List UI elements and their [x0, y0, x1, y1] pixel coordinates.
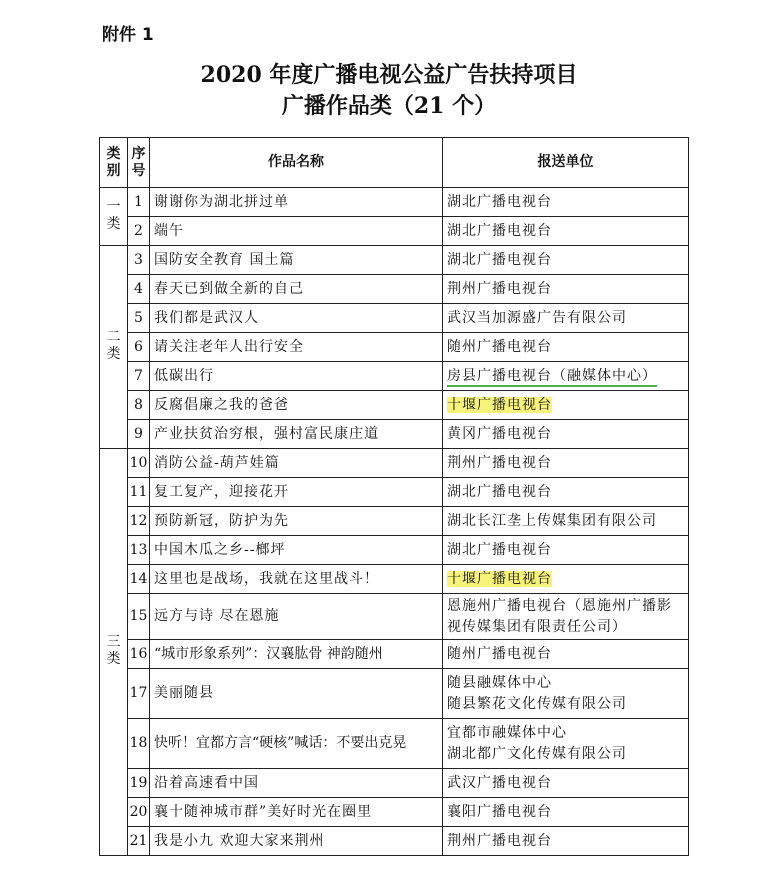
work-name: 这里也是战场，我就在这里战斗！ — [150, 565, 443, 594]
underlined-unit: 房县广播电视台（融媒体中心） — [447, 368, 657, 387]
table-row — [100, 217, 689, 246]
work-name: 低碳出行 — [150, 362, 443, 391]
row-number: 3 — [128, 246, 150, 275]
works-table — [99, 137, 689, 856]
table-row — [100, 478, 689, 507]
row-number: 16 — [128, 640, 150, 669]
table-row — [100, 275, 689, 304]
row-number: 11 — [128, 478, 150, 507]
row-number: 9 — [128, 420, 150, 449]
submitting-unit: 荆州广播电视台 — [443, 449, 689, 478]
work-name: 我们都是武汉人 — [150, 304, 443, 333]
table-row — [100, 304, 689, 333]
row-number: 19 — [128, 769, 150, 798]
work-name: 产业扶贫治穷根，强村富民康庄道 — [150, 420, 443, 449]
category-three: 三类 — [100, 449, 128, 856]
submitting-unit: 湖北广播电视台 — [443, 536, 689, 565]
work-name: 春天已到做全新的自己 — [150, 275, 443, 304]
table-row — [100, 391, 689, 420]
work-name: 反腐倡廉之我的爸爸 — [150, 391, 443, 420]
row-number: 8 — [128, 391, 150, 420]
header-category: 类别 — [100, 138, 128, 188]
table-row — [100, 719, 689, 769]
table-header-row — [100, 138, 689, 188]
table-row — [100, 827, 689, 856]
highlighted-unit: 十堰广播电视台 — [447, 396, 552, 413]
table-row — [100, 188, 689, 217]
submitting-unit: 湖北长江垄上传媒集团有限公司 — [443, 507, 689, 536]
submitting-unit: 荆州广播电视台 — [443, 827, 689, 856]
header-unit: 报送单位 — [443, 138, 689, 188]
work-name: 我是小九 欢迎大家来荆州 — [150, 827, 443, 856]
row-number: 20 — [128, 798, 150, 827]
table-row — [100, 565, 689, 594]
submitting-unit: 随州广播电视台 — [443, 333, 689, 362]
row-number: 18 — [128, 719, 150, 769]
submitting-unit: 襄阳广播电视台 — [443, 798, 689, 827]
row-number: 6 — [128, 333, 150, 362]
table-row — [100, 769, 689, 798]
row-number: 15 — [128, 594, 150, 640]
submitting-unit — [443, 362, 689, 391]
work-name: 美丽随县 — [150, 669, 443, 719]
submitting-unit: 湖北广播电视台 — [443, 478, 689, 507]
submitting-unit — [443, 719, 689, 769]
row-number: 12 — [128, 507, 150, 536]
table-row — [100, 798, 689, 827]
row-number: 2 — [128, 217, 150, 246]
work-name: 沿着高速看中国 — [150, 769, 443, 798]
row-number: 1 — [128, 188, 150, 217]
work-name: 快听！宜都方言“硬核”喊话：不要出克晃 — [150, 719, 443, 769]
unit-line: 宜都市融媒体中心 — [447, 724, 567, 741]
document-subtitle: 广播作品类（21 个） — [281, 93, 497, 119]
highlighted-unit: 十堰广播电视台 — [447, 570, 552, 587]
work-name: 国防安全教育 国土篇 — [150, 246, 443, 275]
unit-line: 随县繁花文化传媒有限公司 — [447, 695, 627, 712]
work-name: 消防公益-葫芦娃篇 — [150, 449, 443, 478]
unit-line: 随县融媒体中心 — [447, 674, 552, 691]
submitting-unit: 湖北广播电视台 — [443, 188, 689, 217]
table-row — [100, 594, 689, 640]
table-row — [100, 362, 689, 391]
submitting-unit: 湖北广播电视台 — [443, 217, 689, 246]
row-number: 7 — [128, 362, 150, 391]
submitting-unit: 湖北广播电视台 — [443, 246, 689, 275]
header-number: 序号 — [128, 138, 150, 188]
submitting-unit: 武汉广播电视台 — [443, 769, 689, 798]
unit-line: 湖北都广文化传媒有限公司 — [447, 745, 627, 762]
row-number: 10 — [128, 449, 150, 478]
attachment-label: 附件 1 — [102, 25, 154, 45]
submitting-unit — [443, 391, 689, 420]
submitting-unit — [443, 565, 689, 594]
table-row — [100, 333, 689, 362]
work-name: 预防新冠，防护为先 — [150, 507, 443, 536]
table-row — [100, 246, 689, 275]
row-number: 21 — [128, 827, 150, 856]
row-number: 5 — [128, 304, 150, 333]
work-name: 复工复产，迎接花开 — [150, 478, 443, 507]
header-name: 作品名称 — [150, 138, 443, 188]
work-name: 请关注老年人出行安全 — [150, 333, 443, 362]
category-one: 一类 — [100, 188, 128, 246]
document-title: 2020 年度广播电视公益广告扶持项目 — [200, 62, 578, 88]
submitting-unit: 随州广播电视台 — [443, 640, 689, 669]
table-row — [100, 507, 689, 536]
category-two: 二类 — [100, 246, 128, 449]
row-number: 17 — [128, 669, 150, 719]
row-number: 14 — [128, 565, 150, 594]
submitting-unit: 恩施州广播电视台（恩施州广播影视传媒集团有限责任公司） — [443, 594, 689, 640]
work-name: “城市形象系列”：汉襄肱骨 神韵随州 — [150, 640, 443, 669]
table-row — [100, 536, 689, 565]
work-name: 谢谢你为湖北拼过单 — [150, 188, 443, 217]
work-name: 襄十随神城市群”美好时光在圈里 — [150, 798, 443, 827]
table-row — [100, 669, 689, 719]
work-name: 端午 — [150, 217, 443, 246]
work-name: 中国木瓜之乡--榔坪 — [150, 536, 443, 565]
table-row — [100, 640, 689, 669]
submitting-unit: 荆州广播电视台 — [443, 275, 689, 304]
row-number: 4 — [128, 275, 150, 304]
table-row — [100, 420, 689, 449]
work-name: 远方与诗 尽在恩施 — [150, 594, 443, 640]
submitting-unit: 黄冈广播电视台 — [443, 420, 689, 449]
submitting-unit — [443, 669, 689, 719]
row-number: 13 — [128, 536, 150, 565]
submitting-unit: 武汉当加源盛广告有限公司 — [443, 304, 689, 333]
table-row — [100, 449, 689, 478]
